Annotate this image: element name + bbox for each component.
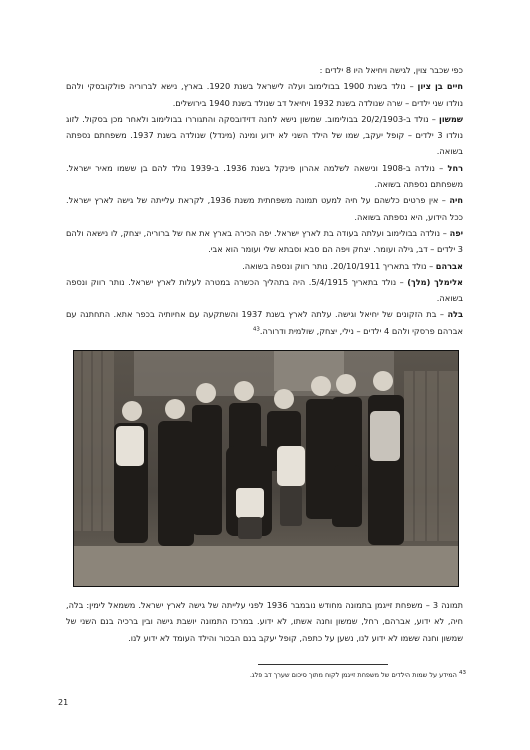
child-name: אלימלך (מלך) [407,276,463,287]
footnote [66,670,466,680]
photo-caption: תמונה 3 – משפחת זייגמן בתמונה מחודש נובמבר 1936 לפני עלייתה של גישה לארץ ישראל. משמאל לימין: בלה, חיה, לא ידוע, אברהם, רחל, שמשון וחנה אשתו, לא ידוע. במרכז התמונה יושבת גישה ובין ברכיה בנם השני של שמשון וחנה ששמו לא ידוע לנו, נשען על כתפה, קופל יעקב בנם הבכור והילד העומד לא ידוע לנו. [66,600,463,643]
child-entry [66,78,463,111]
child-entry [66,192,463,225]
footnote-text: המידע על שמות הילדים של משפחת זייגמן לקוח מתוך סיכום שערך דב פלג. [249,671,457,679]
child-name: יפה [449,227,463,238]
child-entry [66,274,463,307]
child-description: – נולד בתאריך 20/10/1911. נותר רווק ונספה בשואה. [242,260,436,271]
child-entry [66,258,463,274]
child-name: אברהם [435,260,463,271]
intro-paragraph: כפי שכבר צוין, לגישה ויחיאל היו 8 ילדים : [319,65,463,75]
page-number: 21 [58,698,69,707]
footnote-divider [258,664,388,665]
body-text [66,62,463,339]
child-entry [66,160,463,193]
child-description: – נולדה בבולימוב ועלתה בעודה בת לארץ ישראל. יפה הכירה בארץ את אח של ברוריה, יצחק, לו נישאה ולהם 3 ילדים – דב, גילה ועומר. יצחק ויפה הם סבא וסבתא שלי ועומר הוא אבי. [66,227,463,255]
child-name: רחל [447,162,463,173]
child-name: חיה [449,195,463,206]
child-description: – אין פרטים כלשהם על חיה למעט תמונה משפחתית משנת 1936, לקראת עלייתה של גישה לארץ ישראל. ככל הידוע, היא נספתה בשואה. [66,195,463,222]
children-list [66,78,463,339]
child-description: – נולדה ב-1908 ונישאה לשלמה אהרון פינקל בשנת 1936. ב-1939 נולד להם בן ששמו מאיר ישראל. משפחתם נספתה בשואה. [66,162,463,190]
child-description: – בת הזקונים של יחיאל וגישה. עלתה לארץ בשנת 1937 והשתקעה עם אחיותיה בכפר אתא. התחתנה עם אברהם פרסקי ולהם 4 ילדים – נילי, יצחק, שולמית ודרורה. [66,309,463,336]
family-photo-image [74,351,458,586]
child-description: – נולד בשנת 1900 בבולימוב ועלה לישראל בשנת 1920. בארץ, נישא לברוריה פולקובסקי ולהם נולדו שני ילדים – שרה שנולדה בשנת 1932 ויחיאל דב שנולד בשנת 1940 בירושלים. [66,81,463,108]
child-entry [66,111,463,160]
child-entry [66,306,463,339]
child-name: שמשון [439,113,463,124]
family-photo [73,350,459,587]
footnote-reference: 43 [252,326,260,333]
footnote-marker: 43 [459,669,466,676]
child-entry [66,225,463,258]
child-description: – נולד ב-20/2/1903 בבולימוב. שמשון נישא לחנה דזידובסקה והתגוררו בבולימוב ולאחר מכן בסקול. לזוג נולדו 3 ילדים – קופל יעקב, שמו של הילד השני לא ידוע ומינה (מינדל) שנולדה בשנת 1937. משפחתם נספתה בשואה. [66,113,463,157]
child-description: – נולד בתאריך 5/4/1915. היה בתהליך הכשרה במטרה לעלות לארץ ישראל. נותר רווק ונספה בשואה. [66,276,463,304]
child-name: בלה [447,309,464,320]
child-name: חיים בן ציון [417,81,463,92]
